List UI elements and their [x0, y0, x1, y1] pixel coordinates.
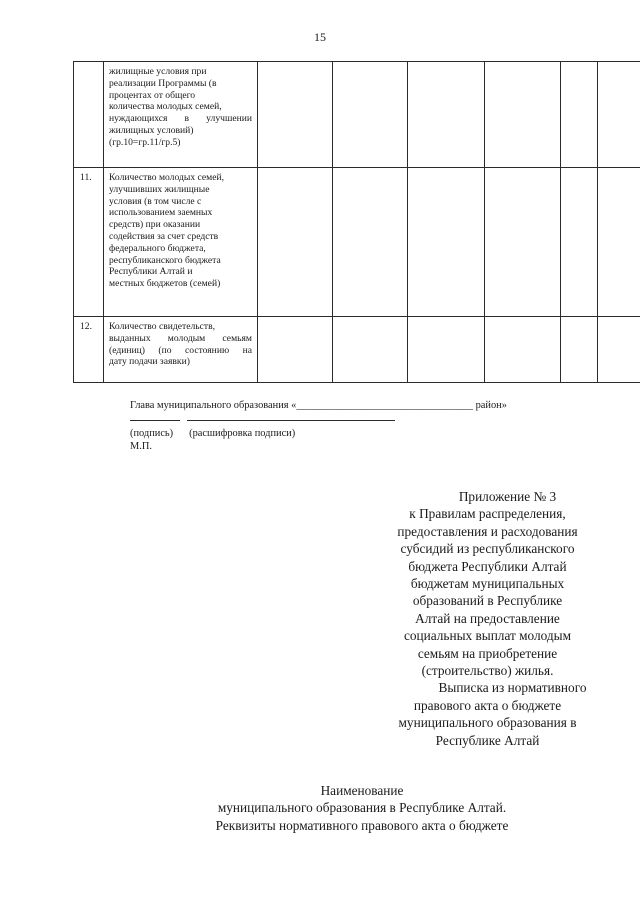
description-line: нуждающихся в улучшении — [109, 113, 252, 125]
extract-title: Выписка из нормативного — [438, 680, 587, 696]
signature-caption: (подпись) — [130, 428, 174, 439]
description-line: Республики Алтай и — [109, 266, 193, 278]
row-description-cell — [104, 62, 258, 168]
row-number-cell — [74, 62, 104, 168]
decoding-caption: (расшифровка подписи) — [189, 428, 296, 439]
empty-cell — [408, 317, 485, 383]
heading-line: муниципального образования в Республике Алтай. — [217, 800, 507, 816]
appendix-line: бюджетам муниципальных — [410, 576, 565, 592]
section-heading — [150, 782, 574, 834]
empty-cell — [258, 168, 333, 317]
signature-lines — [130, 420, 395, 421]
table-row — [74, 317, 640, 383]
stamp-label: М.П. — [130, 441, 152, 452]
description-line: условия (в том числе с — [109, 195, 202, 207]
description-line: местных бюджетов (семей) — [109, 278, 221, 290]
row-number-cell: 11. — [74, 168, 104, 317]
empty-cell — [485, 168, 561, 317]
empty-cell — [561, 62, 598, 168]
description-line: улучшивших жилищные — [109, 183, 210, 195]
empty-cell — [408, 62, 485, 168]
empty-cell — [561, 168, 598, 317]
signature-block — [130, 399, 507, 413]
appendix-line: субсидий из республиканского — [400, 541, 575, 557]
row-description-cell — [104, 168, 258, 317]
empty-cell — [333, 168, 408, 317]
empty-cell — [258, 62, 333, 168]
description-line: процентах от общего — [109, 89, 196, 101]
table-row — [74, 62, 640, 168]
description-line: количества молодых семей, — [109, 101, 222, 113]
appendix-line: социальных выплат молодым — [403, 628, 572, 644]
extract-line: Республике Алтай — [435, 732, 540, 748]
empty-cell — [485, 317, 561, 383]
row-number-cell: 12. — [74, 317, 104, 383]
description-line: Количество свидетельств, — [109, 321, 215, 332]
description-line: выданных молодым семьям — [109, 332, 252, 344]
empty-cell — [598, 62, 640, 168]
heading-line: Наименование — [320, 783, 404, 798]
appendix-line: бюджета Республики Алтай — [408, 558, 567, 574]
appendix-line: образований в Республике — [412, 593, 563, 609]
signature-head-text: Глава муниципального образования «__________________________________ район» — [130, 400, 507, 411]
empty-cell — [598, 168, 640, 317]
signature-decoding-line — [187, 420, 395, 421]
description-line: республиканского бюджета — [109, 254, 221, 266]
description-line: средств) при оказании — [109, 219, 201, 231]
description-line: Количество молодых семей, — [109, 172, 225, 183]
empty-cell — [258, 317, 333, 383]
signature-captions — [130, 427, 295, 453]
description-line: (гр.10=гр.11/гр.5) — [109, 136, 181, 148]
extract-line: муниципального образования в — [398, 715, 577, 731]
heading-line: Реквизиты нормативного правового акта о бюджете — [215, 817, 509, 833]
description-line: реализации Программы (в — [109, 77, 217, 89]
empty-cell — [333, 317, 408, 383]
appendix-line: к Правилам распределения, — [409, 506, 566, 522]
description-line: жилищные условия при — [109, 66, 207, 77]
signature-line — [130, 420, 180, 421]
empty-cell — [485, 62, 561, 168]
description-line: использованием заемных — [109, 207, 213, 219]
description-line: (единиц) (по состоянию на — [109, 344, 252, 356]
table-row — [74, 168, 640, 317]
appendix-line: (строительство) жилья. — [421, 663, 554, 679]
page-number: 15 — [314, 30, 326, 44]
indicators-table — [73, 61, 640, 383]
empty-cell — [333, 62, 408, 168]
extract-line: правового акта о бюджете — [413, 697, 562, 713]
row-description-cell — [104, 317, 258, 383]
description-line: дату подачи заявки) — [109, 356, 190, 368]
empty-cell — [561, 317, 598, 383]
appendix-line: Алтай на предоставление — [415, 610, 560, 626]
empty-cell — [408, 168, 485, 317]
appendix-header — [365, 488, 610, 749]
description-line: содействия за счет средств — [109, 230, 219, 242]
appendix-line: семьям на приобретение — [417, 645, 558, 661]
description-line: жилищных условий) — [109, 124, 194, 136]
description-line: федерального бюджета, — [109, 242, 206, 254]
empty-cell — [598, 317, 640, 383]
appendix-title: Приложение № 3 — [458, 489, 557, 504]
appendix-line: предоставления и расходования — [397, 523, 578, 539]
